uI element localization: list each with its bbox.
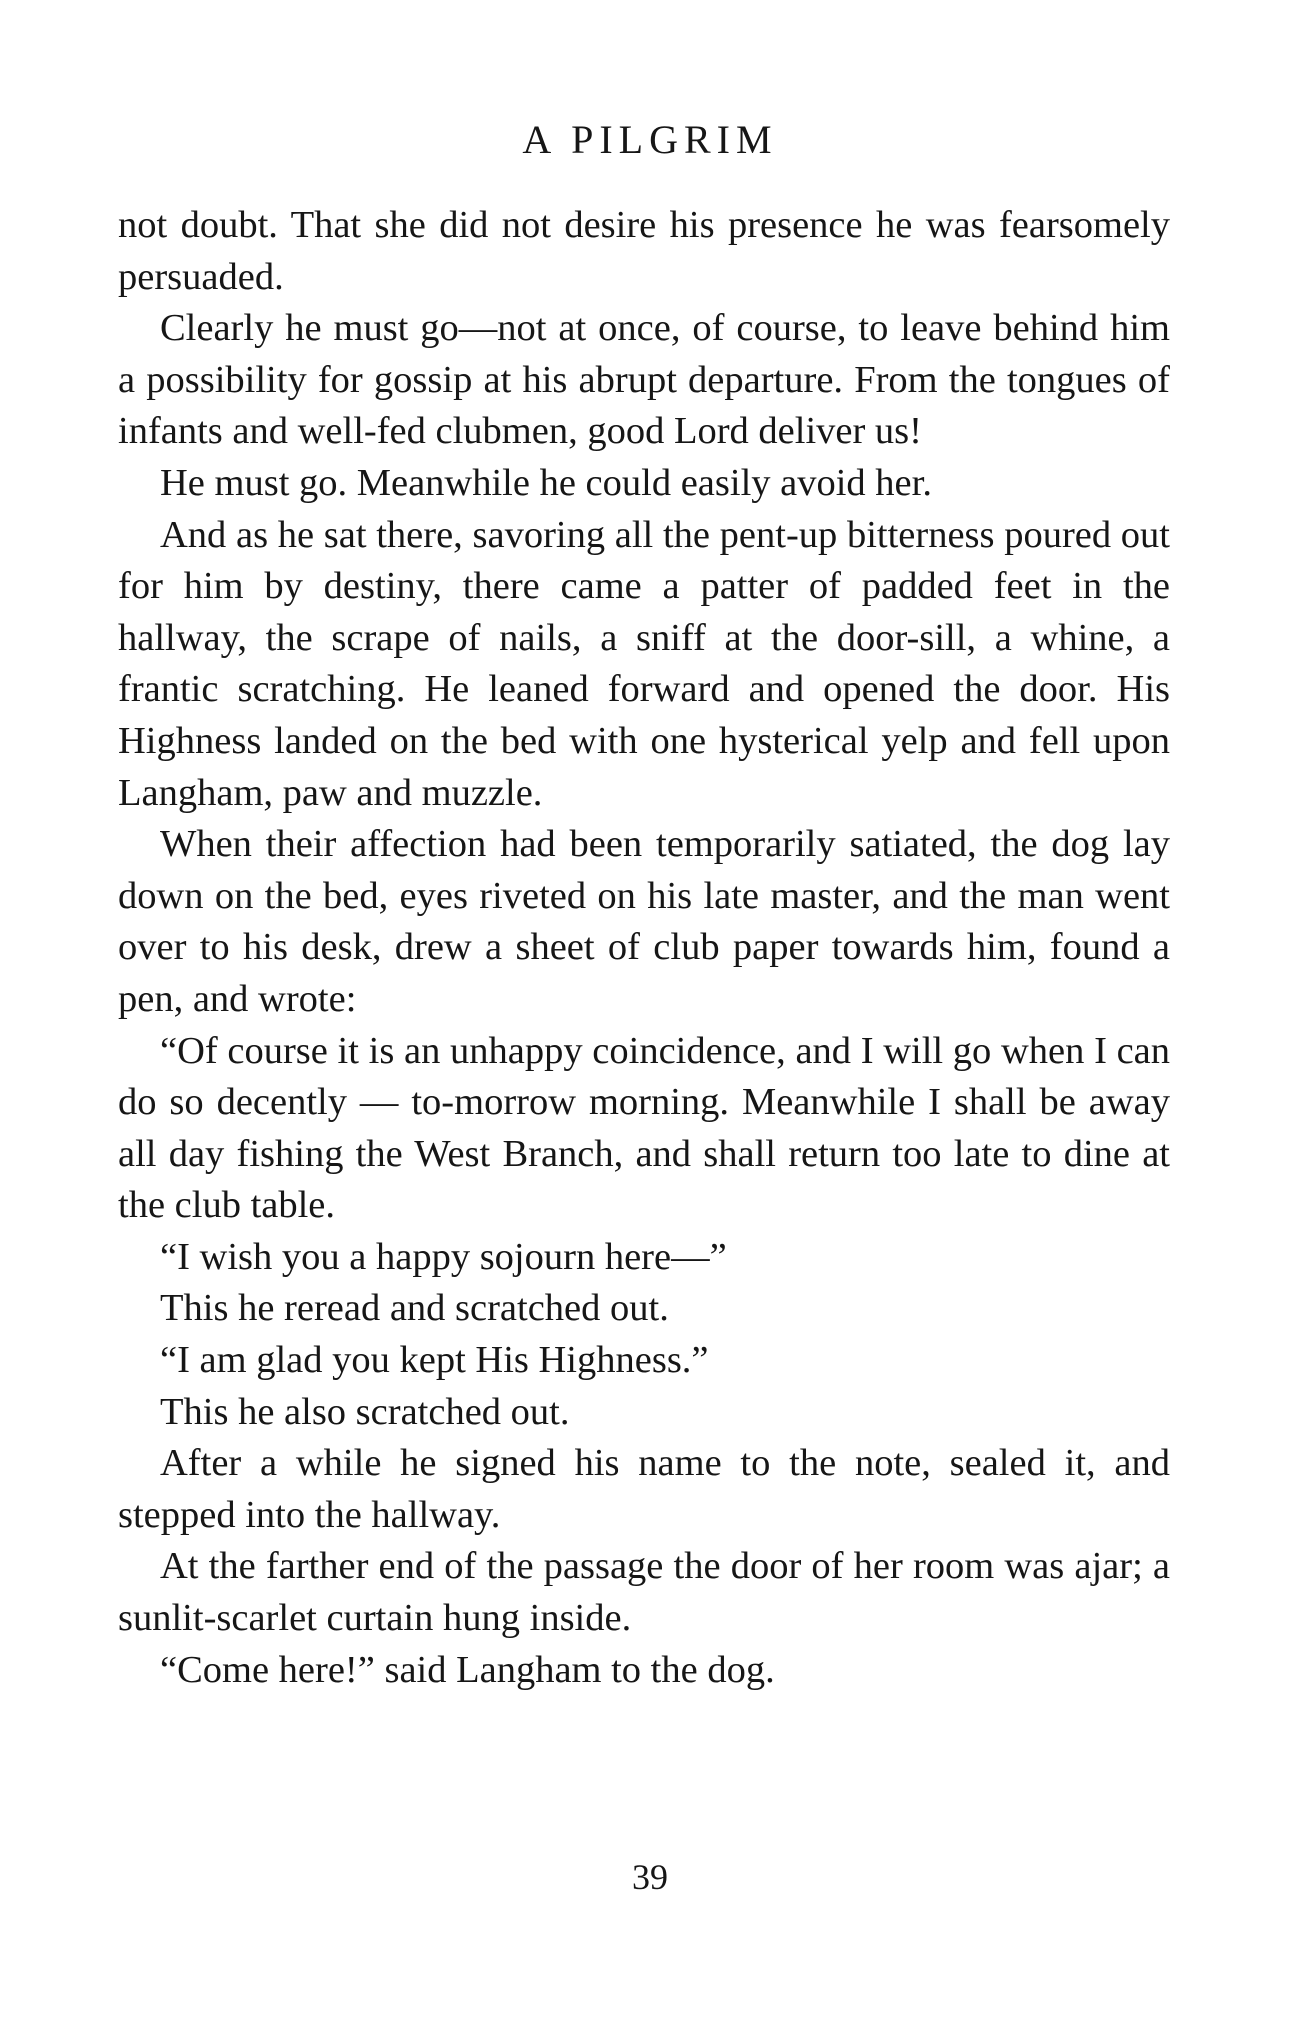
paragraph-letter-text: “I wish you a happy sojourn here—” — [160, 1235, 727, 1278]
page-number: 39 — [632, 1857, 668, 1897]
paragraph: At the farther end of the passage the door of her room was ajar; a sunlit-scarlet curtain hung inside. — [118, 1545, 1170, 1640]
running-title: A PILGRIM — [522, 117, 778, 162]
paragraph-letter-text: “I am glad you kept His Highness.” — [160, 1339, 709, 1382]
paragraph: When their affection had been temporarily satiated, the dog lay down on the bed, eyes riveted on his late master, and the man went over to his desk, drew a sheet of club paper towards him, found a pen, and wrote: — [118, 823, 1170, 1020]
paragraph-continued: not doubt. That she did not desire his presence he was fearsomely persuaded. — [118, 204, 1170, 298]
paragraph: This he also scratched out. — [160, 1390, 570, 1433]
paragraph: Clearly he must go—not at once, of course, to leave behind him a possibility for gossip at his abrupt departure. From the tongues of infants and well-fed clubmen, good Lord deliver us! — [118, 307, 1170, 453]
paragraph: After a while he signed his name to the note, sealed it, and stepped into the hallway. — [118, 1442, 1170, 1536]
paragraph: He must go. Meanwhile he could easily avoid her. — [160, 461, 932, 504]
paragraph: This he reread and scratched out. — [160, 1287, 669, 1330]
paragraph: And as he sat there, savoring all the pent-up bitterness poured out for him by destiny, there came a patter of padded feet in the hallway, the scrape of nails, a sniff at the door-sill, a whine, a frantic scratching. He leaned forward and opened the door. His Highness landed on the bed with one hysterical yelp and fell upon Langham, paw and muzzle. — [118, 513, 1170, 814]
body-text — [118, 200, 1170, 1696]
paragraph-letter-text: “Of course it is an unhappy coincidence, and I will go when I can do so decently — to-morrow morning. Meanwhile I shall be away all day fishing the West Branch, and shall return too late to dine at the club table. — [118, 1029, 1170, 1227]
paragraph: “Come here!” said Langham to the dog. — [160, 1648, 775, 1691]
